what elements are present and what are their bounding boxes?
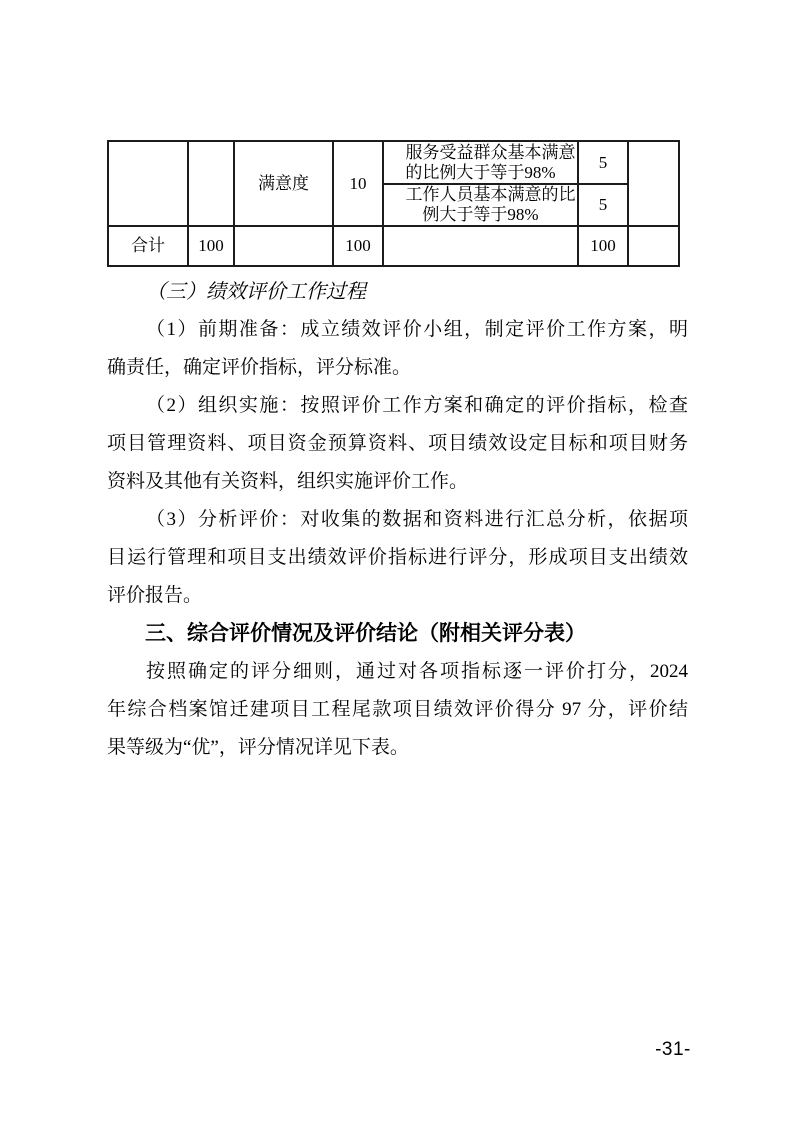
paragraph-line: （1）前期准备：成立绩效评价小组，制定评价工作方案，明 (146, 319, 688, 340)
cell-total-empty-1 (234, 226, 333, 266)
paragraph-3 (107, 501, 688, 615)
paragraph-line: （2）组织实施：按照评价工作方案和确定的评价指标，检查 (146, 395, 688, 416)
paragraph-line: 果等级为“优”，评分情况详见下表。 (107, 737, 409, 758)
cell-satisfaction-weight: 10 (333, 141, 383, 226)
cell-criteria-2: 工作人员基本满意的比例大于等于98% (383, 184, 578, 226)
page-content (107, 140, 688, 767)
paragraph-line: 资料及其他有关资料，组织实施评价工作。 (107, 471, 469, 492)
paragraph-line: 评价报告。 (107, 585, 203, 606)
cell-empty-weight (188, 141, 234, 226)
cell-empty-result (628, 141, 679, 226)
cell-score-1: 5 (578, 141, 628, 184)
table-row-total (108, 226, 679, 266)
paragraph-line: 年综合档案馆迁建项目工程尾款项目绩效评价得分 97 分，评价结 (107, 699, 688, 720)
paragraph-2 (107, 387, 688, 501)
paragraph-line: 确责任，确定评价指标，评分标准。 (107, 357, 412, 378)
paragraph-line: 目运行管理和项目支出绩效评价指标进行评分，形成项目支出绩效 (107, 547, 688, 568)
paragraph-4 (107, 653, 688, 767)
section-subheading: （三）绩效评价工作过程 (146, 281, 366, 303)
score-table (107, 140, 680, 267)
cell-total-empty-2 (383, 226, 578, 266)
table-row (108, 141, 679, 184)
cell-total-weight: 100 (188, 226, 234, 266)
paragraph-line: 按照确定的评分细则，通过对各项指标逐一评价打分，2024 (146, 661, 688, 682)
section-heading: 三、综合评价情况及评价结论（附相关评分表） (145, 622, 586, 645)
cell-satisfaction-label: 满意度 (234, 141, 333, 226)
cell-criteria-1: 服务受益群众基本满意的比例大于等于98% (383, 141, 578, 184)
paragraph-line: 项目管理资料、项目资金预算资料、项目绩效设定目标和项目财务 (107, 433, 688, 454)
paragraph-line: （3）分析评价：对收集的数据和资料进行汇总分析，依据项 (146, 509, 688, 530)
cell-total-label: 合计 (108, 226, 188, 266)
page-number: -31- (655, 1039, 691, 1060)
cell-total-score: 100 (578, 226, 628, 266)
cell-empty-category (108, 141, 188, 226)
cell-total-indicator: 100 (333, 226, 383, 266)
cell-total-empty-3 (628, 226, 679, 266)
paragraph-1 (107, 311, 688, 387)
cell-score-2: 5 (578, 184, 628, 226)
